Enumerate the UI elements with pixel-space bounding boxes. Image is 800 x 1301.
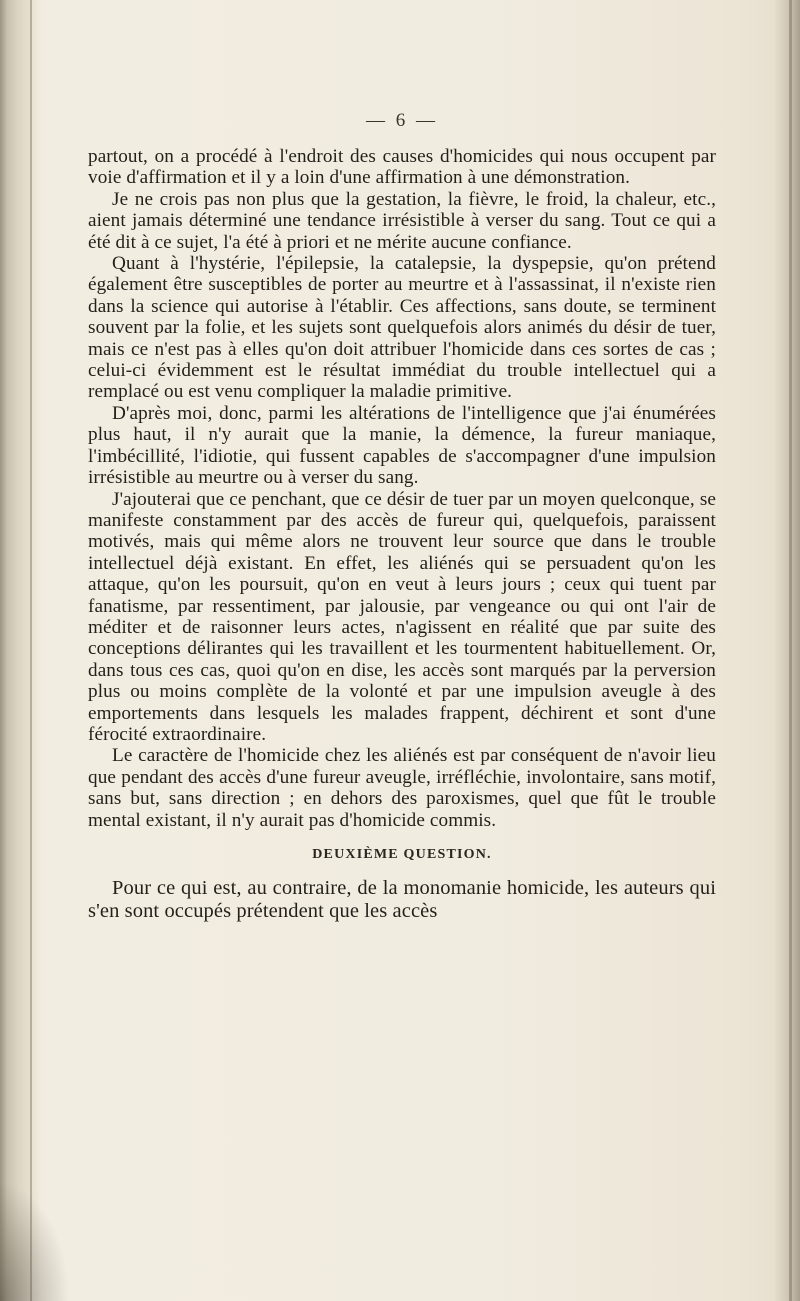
- page-binding-edge: [0, 0, 40, 1301]
- section-heading-text: DEUXIÈME QUESTION.: [312, 847, 492, 862]
- paragraph-6: Le caractère de l'homicide chez les aliénés est par conséquent de n'avoir lieu que pendant des accès d'une fureur aveugle, irréfléchie, involontaire, sans motif, sans but, sans direction ; en dehors des paroxismes, quel que fût le trouble mental existant, il n'y aurait pas d'homicide commis.: [88, 745, 716, 831]
- outer-edge-line: [789, 0, 792, 1301]
- page-outer-edge: [774, 0, 800, 1301]
- page-text-block: [88, 110, 716, 923]
- section-heading: [88, 847, 716, 863]
- paragraph-4: D'après moi, donc, parmi les altérations de l'intelligence que j'ai énumérées plus haut, il n'y aurait que la manie, la démence, la fureur maniaque, l'imbécillité, l'idiotie, qui fussent capables de s'accompagner d'une impulsion irrésistible au meurtre ou à verser du sang.: [88, 402, 716, 489]
- paragraph-7: Pour ce qui est, au contraire, de la monomanie homicide, les auteurs qui s'en sont occupés prétendent que les accès: [88, 877, 716, 922]
- page-number-header: — 6 —: [366, 110, 438, 131]
- binding-fold-line: [30, 0, 32, 1301]
- corner-shadow: [0, 1181, 70, 1301]
- paragraph-5: J'ajouterai que ce penchant, que ce désir de tuer par un moyen quelconque, se manifeste constamment par des accès de fureur qui, quelquefois, paraissent motivés, mais qui même alors ne trouvent leur source que dans le trouble intellectuel déjà existant. En effet, les aliénés qui se persuadent qu'on les attaque, qu'on les poursuit, qu'on en veut à leurs jours ; ceux qui tuent par fanatisme, par ressentiment, par jalousie, par vengeance ou qui ont l'air de méditer et de raisonner leurs actes, n'agissent en réalité que par suite des conceptions délirantes qui les travaillent et les tourmentent habituellement. Or, dans tous ces cas, quoi qu'on en dise, les accès sont marqués par la perversion plus ou moins complète de la volonté et par une impulsion aveugle à des emportements dans lesquels les malades frappent, déchirent et sont d'une férocité extraordinaire.: [88, 488, 716, 745]
- paragraph-1: partout, on a procédé à l'endroit des causes d'homicides qui nous occupent par voie d'affirmation et il y a loin d'une affirmation à une démonstration.: [88, 146, 716, 189]
- paragraph-2: Je ne crois pas non plus que la gestation, la fièvre, le froid, la chaleur, etc., aient jamais déterminé une tendance irrésistible à verser du sang. Tout ce qui a été dit à ce sujet, l'a été à priori et ne mérite aucune confiance.: [88, 188, 716, 253]
- paragraph-3: Quant à l'hystérie, l'épilepsie, la catalepsie, la dyspepsie, qu'on prétend également être susceptibles de porter au meurtre et à l'assassinat, il n'existe rien dans la science qui autorise à l'établir. Ces affections, sans doute, se terminent souvent par la folie, et les sujets sont quelquefois alors animés du désir de tuer, mais ce n'est pas à elles qu'on doit attribuer l'homicide dans ces sortes de cas ; celui-ci évidemment est le résultat immédiat du trouble intellectuel qui a remplacé ou est venu compliquer la maladie primitive.: [88, 253, 716, 403]
